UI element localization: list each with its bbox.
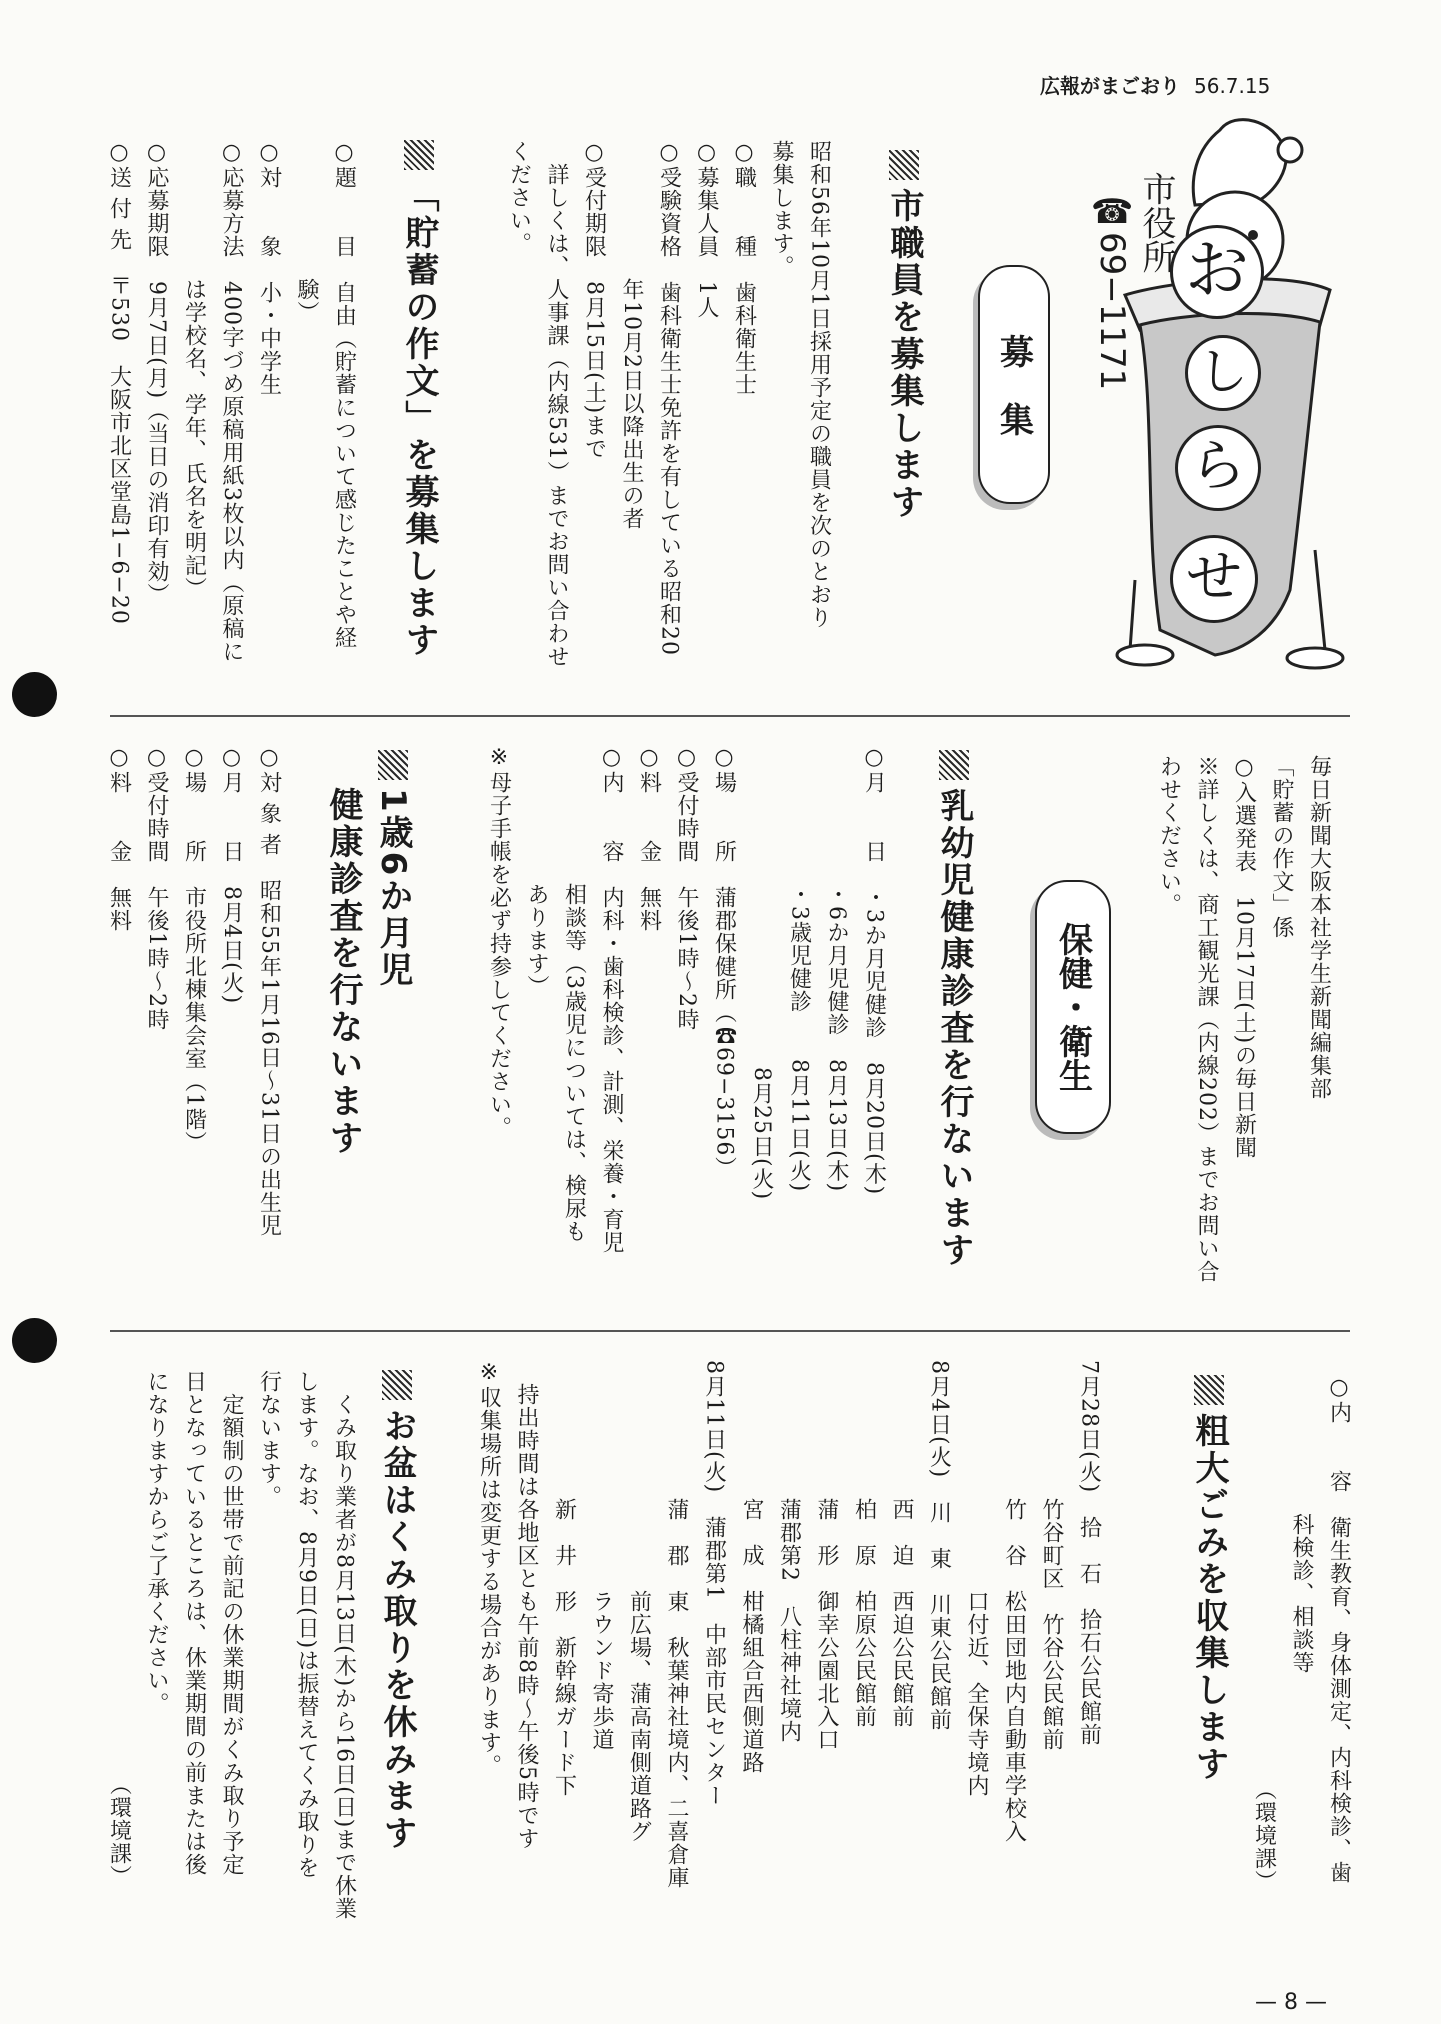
punch-hole-top [12,672,57,717]
oshirase-char-4: せ [1170,535,1258,623]
infant-title: 乳幼児健康診査を行ないます [930,750,979,1269]
issue-date: 56.7.15 [1194,74,1271,98]
city-office-contact [1090,150,1222,390]
oshirase-char-3: ら [1175,425,1261,511]
garbage-title: 粗大ごみを収集します [1185,1375,1234,1783]
page-number: — 8 — [1255,1990,1327,2015]
city-office-phone: ☎69−1171 [1092,191,1132,390]
category-health: 保健・衛生 [1035,880,1111,1134]
divider-2 [110,1330,1350,1332]
publication-title: 広報がまごおり [1040,74,1180,98]
recruit-title: 市職員を募集します [880,150,929,521]
essay-contact-body: 毎日新聞大阪本社学生新聞編集部 「貯蓄の作文」係 ○入選発表 10月17日(土)の毎日新聞 ※詳しくは、商工観光課（内線202）までお問い合 わせください。 [1156,755,1332,1283]
oshirase-char-1: お [1170,225,1264,319]
toddler-body: ○対 象 者 昭和55年1月16日〜31日の出生児 ○月 日 8月4日(火) ○場 所 市役所北棟集会室（1階） ○受付時間 午後1時〜2時 ○料 金 無料 [106,745,282,1237]
page-header [1040,70,1270,99]
infant-body: ○月 日 ・3か月児健診 8月20日(木) ・6か月児健診 8月13日(木) ・3歳児健診 8月11日(火) 8月25日(火) ○場 所 蒲郡保健所（☎69−3156） ○受付時間 午後1時〜2時 ○料 金 無料 ○内 容 内科・歯科検診、計測、栄養・育児 相談等（3歳児については、検尿も あります） ※母子手帳を必ず持参してください。 [486,745,887,1254]
category-recruit: 募 集 [978,265,1050,504]
toddler-title: 1歳6か月児 健康診査を行ないます [318,750,418,1157]
obon-title: お盆はくみ取りを休みます [373,1370,422,1852]
oshirase-char-2: し [1185,335,1261,411]
punch-hole-bottom [12,1318,57,1363]
recruit-body: 昭和56年10月1日採用予定の職員を次のとおり 募集します。 ○職 種 歯科衛生士 ○募集人員 1人 ○受験資格 歯科衛生士免許を有している昭和20 年10月2日以降出生の者 ○受付期限 8月15日(土)まで 詳しくは、人事課（内線531）までお問い合わせ ください。 [506,140,832,668]
city-office-label: 市役所 [1136,171,1176,274]
toddler-content-body: ○内 容 衛生教育、身体測定、内科検診、歯 科検診、相談等 （環境課） [1251,1375,1352,1893]
garbage-body: 7月28日(火) 拾 石 拾石公民館前 竹谷町区 竹谷公民館前 竹 谷 松田団地内自動車学校入 口付近、全保寺境内 8月4日(火) 川 東 川東公民館前 西 迫 西迫公民館前 柏 原 柏原公民館前 蒲 形 御幸公園北入口 蒲郡第2 八柱神社境内 宮 成 柑橘組合西側道路 8月11日(火) 蒲郡第1 中部市民センター 蒲 郡 東 秋葉神社境内、二喜倉庫 前広場、蒲高南側道路グ ラウンド寄歩道 新 井 形 新幹線ガード下 持出時間は各地区とも午前8時〜午後5時です ※収集場所は変更する場合があります。 [476,1360,1102,1889]
obon-body: くみ取り業者が8月13日(木)から16日(日)まで休業 します。なお、8月9日(日)は振替えてくみ取りを 行ないます。 定額制の世帯で前記の休業期間がくみ取り予定 日となっているところは、休業期間の前または後 になりますからご了承ください。 （環境課） [106,1370,357,1921]
essay-title: 「貯蓄の作文」を募集します [395,140,444,659]
divider-1 [110,715,1350,717]
essay-body: ○題 目 自由（貯蓄について感じたことや経 験） ○対 象 小・中学生 ○応募方法 400字づめ原稿用紙3枚以内（原稿に は学校名、学年、氏名を明記） ○応募期限 9月7日(月)（当日の消印有効） ○送 付 先 〒530 大阪市北区堂島1−6−20 [106,140,357,663]
